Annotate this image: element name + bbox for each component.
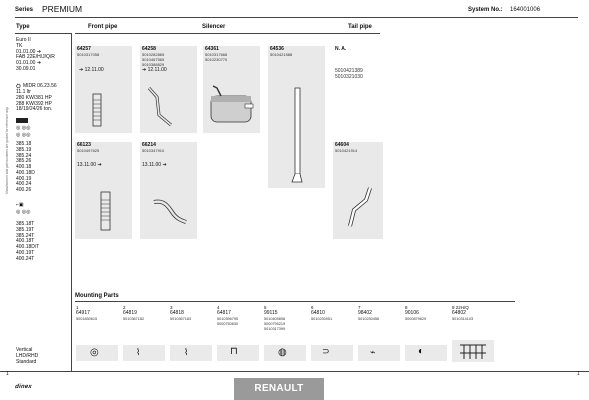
model-code: 400.19 [16,175,32,182]
model-code: 385.24 [16,152,32,159]
column-tail-pipe: Tail pipe [348,24,372,30]
part-number: 64604 [335,142,349,148]
mount-part-number: 64818 [170,310,184,316]
mount-index: 5 [264,305,267,310]
part-validity: 13.11.00 ➔ [142,162,167,168]
mount-reference: 5010314103 [452,317,474,321]
model-code: 400.18D/T [16,244,40,250]
system-value: 164001006 [510,7,541,13]
type-line: FAB 22E/H/J/Q/R [16,54,55,61]
series-label: Series [15,7,34,13]
page-number-right: 1 [577,371,580,377]
part-reference: 5010230770 [205,57,228,62]
part-reference: 5010467565 [142,57,165,62]
type-line: 288 KW/392 HP [16,100,52,107]
mount-part-number: 98402 [358,310,372,316]
model-code: 385.24T [16,232,35,239]
type-line: TK [16,42,23,49]
mount-image-64817[interactable] [217,345,259,361]
part-validity: ➔ 12.11.00 [79,67,104,73]
dinex-logo [14,384,32,391]
system-label: System No.: [468,7,503,13]
type-line: 01.01.00 ➔ [16,48,42,55]
type-block-4 [16,222,39,262]
page-number-left: 1 [6,371,9,377]
model-code: 400.18 [16,164,32,170]
mount-image-90106[interactable] [405,345,447,361]
model-code: 385.19T [16,226,35,233]
mount-reference: 5010230456 [358,317,380,321]
axle-config-icons: ◎ ◎◎ [16,132,31,138]
mount-index: 8 [405,305,408,310]
axle-config-icons: ◎ ◎◎ [16,125,31,131]
part-reference: 5010282865 [142,52,165,57]
column-rule [75,33,380,34]
mount-image-64819[interactable] [123,345,165,361]
silencer-drawing [207,82,257,130]
type-line: 18/19/24/26 ton. [16,106,53,113]
strap-icon: ⊃ [322,346,330,356]
axle-config-icons: ◎ ◎◎ [16,209,31,215]
part-number: 64258 [142,46,156,52]
mount-reference: 5010367183 [170,317,192,321]
bracket-icon: ⌁ [370,347,376,357]
model-code: 385.18 [16,141,32,147]
part-validity: ➔ 12.11.00 [142,67,167,73]
model-code: 400.18D [16,169,35,176]
dinex-logo-text: dinex [14,384,33,390]
model-code: 400.19T [16,249,35,256]
type-line: 30.09.01 [16,65,36,72]
model-code: 385.19 [16,146,32,153]
mount-part-number: 64819 [123,310,137,316]
mount-reference: 5010396795 [217,317,239,321]
model-code: 400.26 [16,187,32,193]
mount-image-64818[interactable] [170,345,212,361]
clamp-icon: ◐ [418,346,425,357]
drive-side: LHD/RHD [16,352,39,359]
mount-part-number: 64917 [76,310,90,316]
mounting-rule [75,301,515,302]
mount-image-64810[interactable] [311,345,353,361]
column-silencer: Silencer [202,24,226,30]
disclaimer-text: Manufacturer and part numbers are quoted for reference only. [5,106,10,194]
type-footer [16,348,38,365]
part-number: N. A. [335,46,347,52]
flex-pipe-drawing [88,92,108,130]
series-value: PREMIUM [42,4,83,14]
mount-orientation: Vertical [16,347,33,353]
part-reference: 5010421588 [270,52,293,57]
part-number: 64361 [205,46,219,52]
mount-index-suffix: 22H/Q [455,305,469,310]
mount-part-number: 99115 [264,310,278,316]
mount-part-number: 64802 [452,310,466,316]
bent-pipe-drawing [145,85,185,130]
tail-pipe-drawing [288,86,308,186]
truck-icon [16,118,28,123]
header-rule [15,17,578,18]
footer-rule [0,371,589,372]
column-front-pipe: Front pipe [88,24,118,30]
mount-reference: 5010230951 [311,317,333,321]
tractor-icon: ⌐▣ [16,202,24,208]
mount-index: 2 [123,305,126,310]
mount-index: 7 [358,305,361,310]
type-line: 11.1 ltr [16,89,31,95]
part-validity: 13.11.00 ➔ [77,162,102,168]
part-reference: 5010347910 [142,148,165,153]
bracket-icon: ⌇ [136,347,141,357]
mount-reference: 5001830615 [76,317,98,321]
model-code: 400.24T [16,255,35,262]
mounting-title: Mounting Parts [75,293,119,299]
type-rule [15,33,71,34]
type-line: Euro II [16,37,31,43]
part-reference: 5010497625 [77,148,100,153]
type-line: 01.01.00 ➔ [16,60,42,66]
type-line: MIDR 06.23.56 [23,83,57,89]
hanger-set-icon [458,341,488,361]
type-panel-divider [71,33,72,371]
gasket-icon: ◍ [278,347,287,358]
type-block-2b [16,90,52,113]
model-code: 385.26 [16,158,32,165]
mount-reference: 5010317399 [264,327,286,331]
clamp-icon: ◎ [90,347,99,358]
part-reference: 5010317668 [205,52,228,57]
mount-part-number: 90106 [405,310,419,316]
mount-index: 6 [311,305,314,310]
mount-part-number: 64810 [311,310,325,316]
clamp-icon: ⊓ [230,346,238,357]
part-reference: 5010317058 [77,52,100,57]
mount-index: 3 [170,305,173,310]
flex-pipe-drawing [96,190,116,234]
type-block-3 [16,142,35,194]
mount-index: 4 [217,305,220,310]
mount-reference: 5000795219 [264,322,286,326]
mount-index-number: 9 [452,305,455,310]
type-block-1 [16,38,55,73]
mount-part-number: 64817 [217,310,231,316]
part-number: 64536 [270,46,284,52]
model-code: 400.18T [16,238,35,245]
mount-index: 1 [76,305,79,310]
mount-reference: 5010367182 [123,317,145,321]
mount-image-98402[interactable] [358,345,400,361]
part-number: 66214 [142,142,156,148]
mount-reference: 5000879629 [405,317,427,321]
engine-icon: ⛭ [16,84,21,90]
part-reference: 5010421389 [335,68,363,74]
part-reference: 5010321030 [335,74,363,80]
brand-name: RENAULT [254,383,304,394]
mount-reference: 5000750630 [217,322,239,326]
mount-reference: 5010409898 [264,317,286,321]
bent-pipe-drawing [150,196,190,226]
part-number: 64257 [77,46,91,52]
type-line: 280 KW/381 HP [16,94,52,101]
model-code: 385.18T [16,221,35,227]
bracket-icon: ⌇ [184,347,189,357]
part-number: 66123 [77,142,91,148]
variant: Standard [16,358,37,365]
tail-pipe-drawing [340,184,380,230]
model-code: 400.24 [16,181,32,188]
part-reference: 5010421914 [335,148,358,153]
column-type: Type [16,24,30,30]
part-reference: 5010388829 [142,62,165,67]
